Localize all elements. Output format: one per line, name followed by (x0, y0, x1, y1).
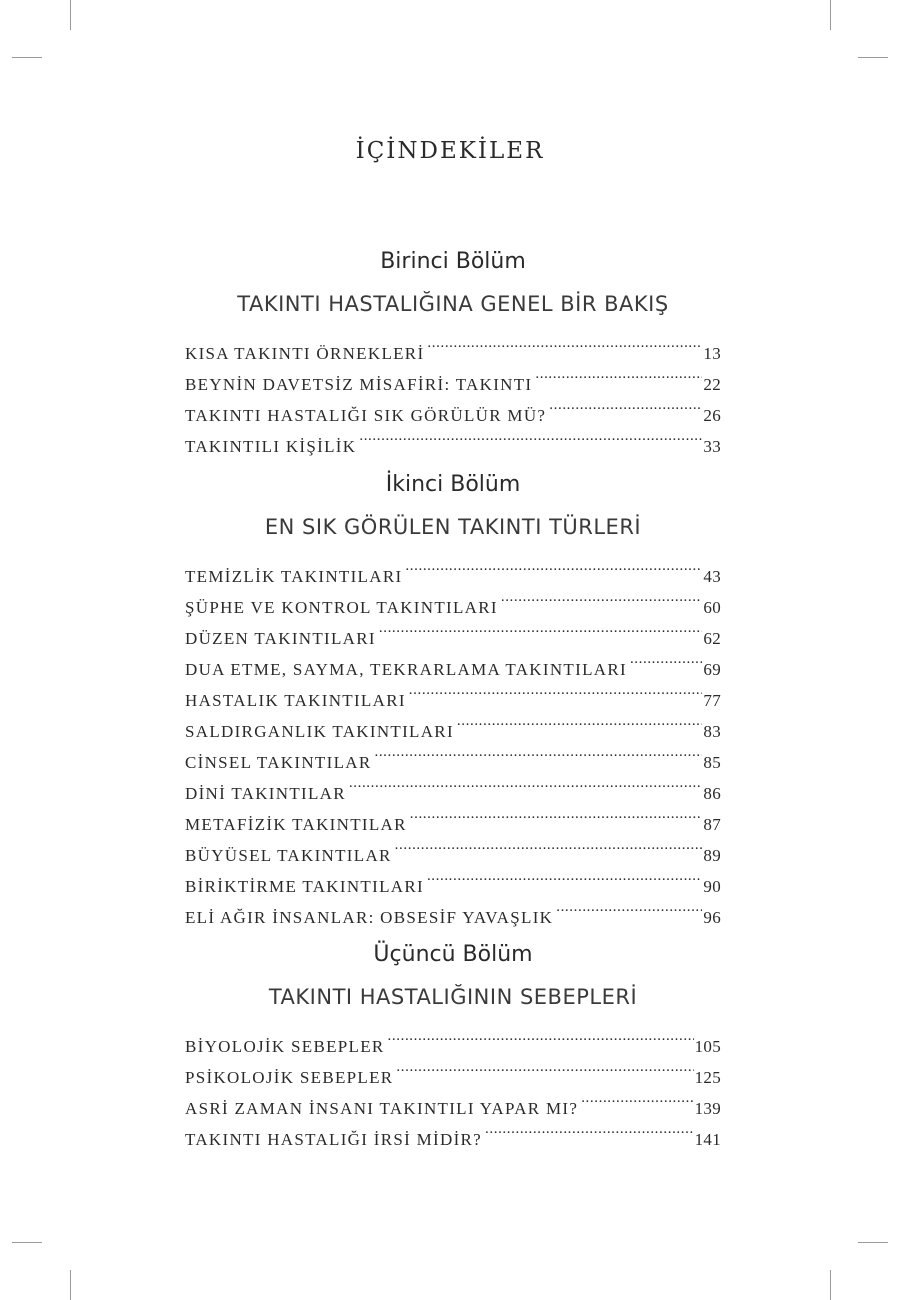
toc-entry-page: 33 (703, 437, 721, 456)
toc-entry-title: TEMİZLİK TAKINTILARI (185, 567, 403, 586)
toc-entry-title: DUA ETME, SAYMA, TEKRARLAMA TAKINTILARI (185, 660, 627, 679)
toc-section-1 (185, 242, 721, 456)
toc-entry-title: CİNSEL TAKINTILAR (185, 753, 372, 772)
dot-leader (396, 1052, 693, 1083)
toc-entry-page: 125 (694, 1068, 721, 1087)
toc-entry[interactable] (185, 551, 721, 586)
toc-entry-title: DİNİ TAKINTILAR (185, 784, 346, 803)
section-subtitle: EN SIK GÖRÜLEN TAKINTI TÜRLERİ (264, 515, 642, 539)
toc-entry-page: 89 (703, 846, 721, 865)
toc-entry-title: DÜZEN TAKINTILARI (185, 629, 376, 648)
toc-section-3 (185, 935, 721, 1149)
toc-entry-title: PSİKOLOJİK SEBEPLER (185, 1068, 394, 1087)
crop-mark-bottom-left-vertical (70, 1270, 71, 1300)
toc-entry-page: 87 (703, 815, 721, 834)
toc-entry-page: 86 (703, 784, 721, 803)
section-heading: Birinci Bölüm (380, 249, 526, 274)
toc-entry-title: TAKINTI HASTALIĞI SIK GÖRÜLÜR MÜ? (185, 406, 547, 425)
toc-entry-title: BİYOLOJİK SEBEPLER (185, 1037, 385, 1056)
toc-entry-title: TAKINTILI KİŞİLİK (185, 437, 357, 456)
toc-entry-page: 69 (703, 660, 721, 679)
toc-entry[interactable] (185, 1021, 721, 1056)
toc-entry-list (185, 328, 721, 456)
dot-leader (501, 582, 703, 613)
toc-entry-page: 96 (703, 908, 721, 927)
toc-section-2 (185, 465, 721, 927)
toc-entry-page: 85 (703, 753, 721, 772)
dot-leader (535, 359, 702, 390)
dot-leader (395, 830, 703, 861)
toc-entry-list (185, 1021, 721, 1149)
dot-leader (427, 328, 702, 359)
toc-entry-page: 77 (703, 691, 721, 710)
dot-leader (359, 421, 702, 452)
toc-entry-title: BEYNİN DAVETSİZ MİSAFİRİ: TAKINTI (185, 375, 533, 394)
toc-entry-page: 139 (694, 1099, 721, 1118)
toc-entry-title: KISA TAKINTI ÖRNEKLERİ (185, 344, 425, 363)
dot-leader (581, 1083, 693, 1114)
crop-mark-bottom-right-horizontal (858, 1242, 888, 1243)
toc-entry-page: 90 (703, 877, 721, 896)
dot-leader (379, 613, 703, 644)
crop-mark-top-right-vertical (830, 0, 831, 30)
section-heading: Üçüncü Bölüm (373, 942, 533, 967)
toc-entry-page: 22 (703, 375, 721, 394)
dot-leader (409, 675, 703, 706)
dot-leader (549, 390, 702, 421)
dot-leader (556, 892, 702, 923)
dot-leader (427, 861, 702, 892)
dot-leader (349, 768, 703, 799)
toc-entry[interactable] (185, 328, 721, 363)
toc-entry-page: 105 (694, 1037, 721, 1056)
crop-mark-top-left-vertical (70, 0, 71, 30)
dot-leader (374, 737, 702, 768)
toc-entry-page: 62 (703, 629, 721, 648)
dot-leader (485, 1114, 694, 1145)
section-heading: İkinci Bölüm (385, 472, 521, 497)
crop-mark-top-right-horizontal (858, 57, 888, 58)
toc-entry-title: SALDIRGANLIK TAKINTILARI (185, 722, 454, 741)
dot-leader (388, 1021, 694, 1052)
toc-entry-title: ELİ AĞIR İNSANLAR: OBSESİF YAVAŞLIK (185, 908, 554, 927)
toc-entry-title: BÜYÜSEL TAKINTILAR (185, 846, 392, 865)
dot-leader (630, 644, 702, 675)
toc-entry-page: 26 (703, 406, 721, 425)
dot-leader (457, 706, 702, 737)
toc-entry-page: 13 (703, 344, 721, 363)
toc-entry-title: ASRİ ZAMAN İNSANI TAKINTILI YAPAR MI? (185, 1099, 579, 1118)
dot-leader (405, 551, 702, 582)
crop-mark-bottom-left-horizontal (12, 1242, 42, 1243)
dot-leader (410, 799, 703, 830)
crop-mark-top-left-horizontal (12, 57, 42, 58)
toc-entry-title: ŞÜPHE VE KONTROL TAKINTILARI (185, 598, 498, 617)
page-title: İÇİNDEKİLER (355, 138, 545, 164)
toc-entry-list (185, 551, 721, 927)
crop-mark-bottom-right-vertical (830, 1270, 831, 1300)
toc-entry-page: 141 (694, 1130, 721, 1149)
toc-entry-page: 60 (703, 598, 721, 617)
section-subtitle: TAKINTI HASTALIĞINA GENEL BİR BAKIŞ (237, 292, 669, 316)
toc-entry-page: 83 (703, 722, 721, 741)
toc-entry-title: HASTALIK TAKINTILARI (185, 691, 406, 710)
toc-entry-title: BİRİKTİRME TAKINTILARI (185, 877, 424, 896)
toc-entry-page: 43 (703, 567, 721, 586)
toc-entry-title: TAKINTI HASTALIĞI İRSİ MİDİR? (185, 1130, 483, 1149)
section-subtitle: TAKINTI HASTALIĞININ SEBEPLERİ (268, 985, 638, 1009)
toc-entry-title: METAFİZİK TAKINTILAR (185, 815, 407, 834)
